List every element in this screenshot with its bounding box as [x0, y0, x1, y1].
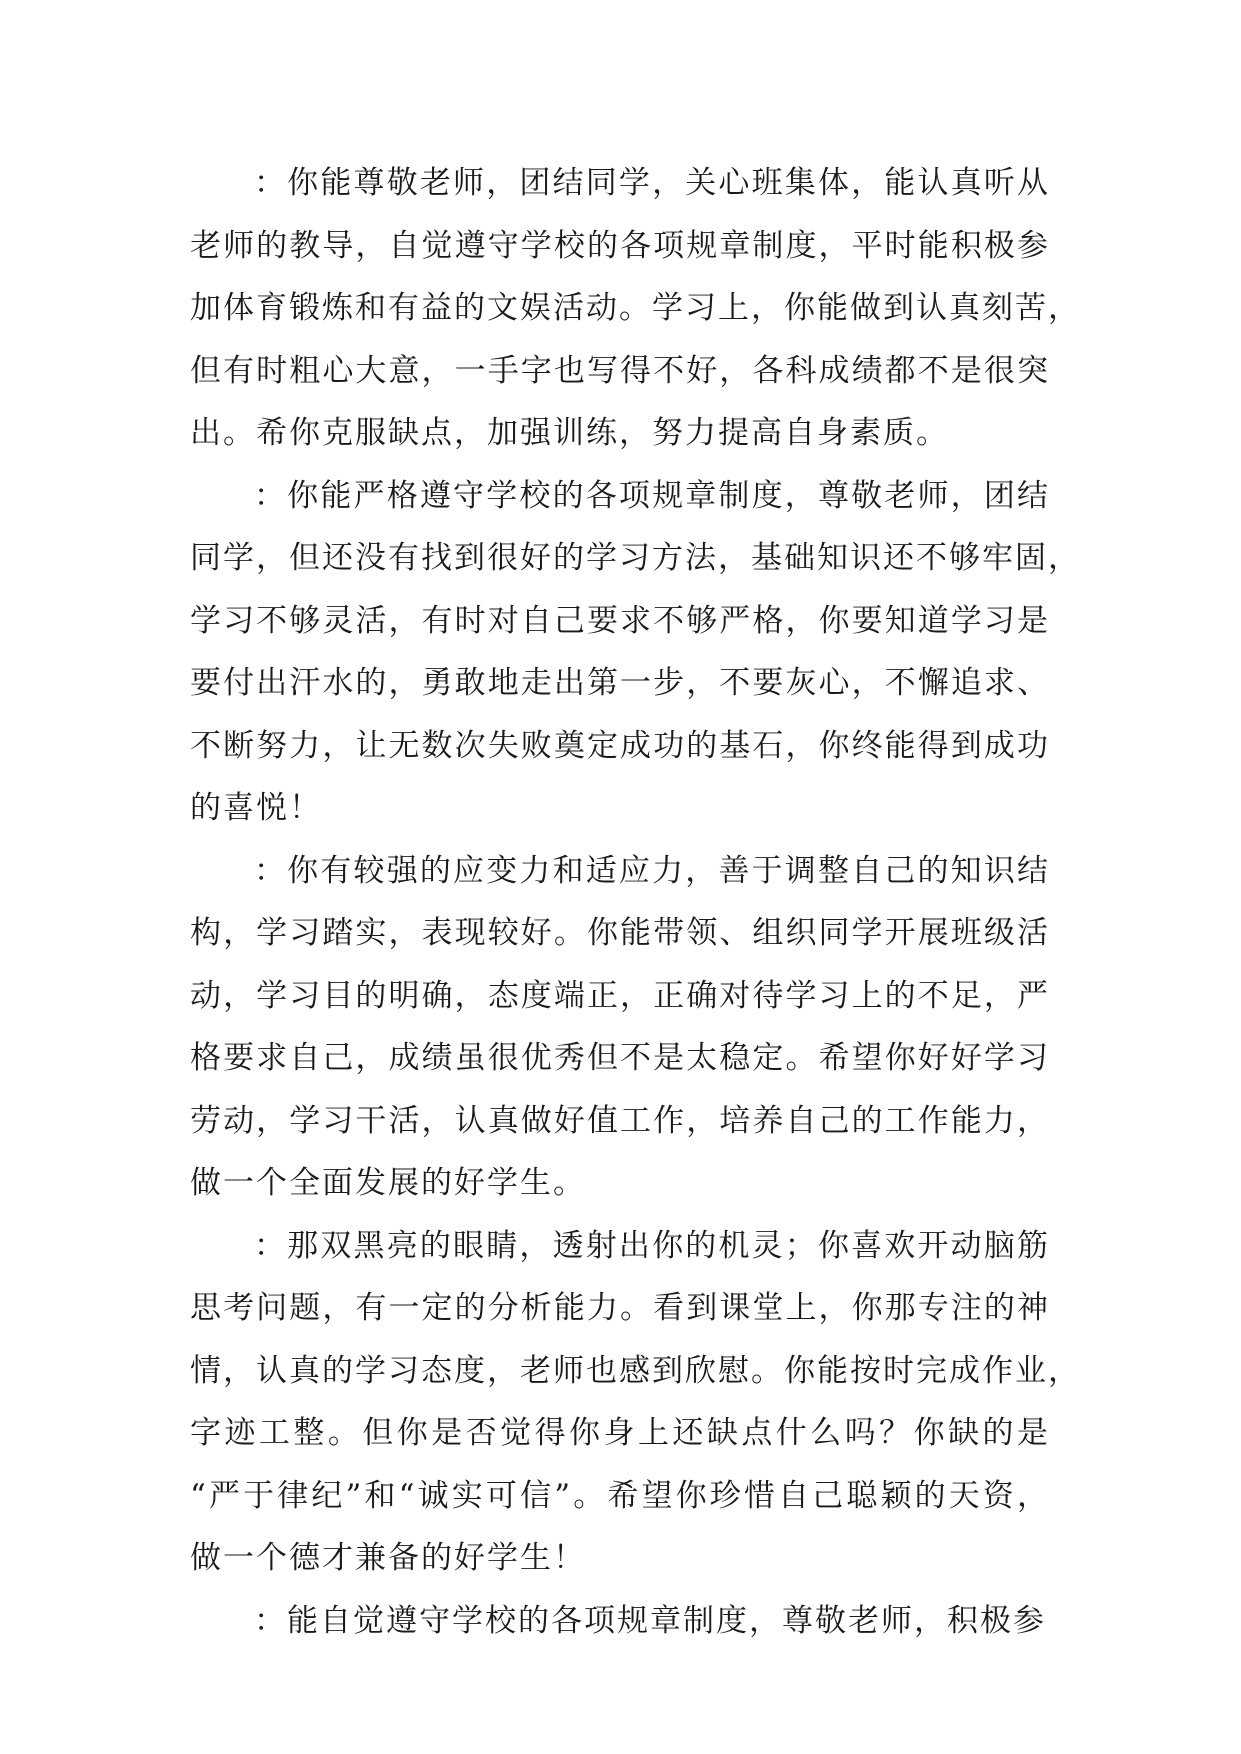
text-line: 动，学习目的明确，态度端正，正确对待学习上的不足，严 [190, 977, 1050, 1014]
text-line: 学习不够灵活，有时对自己要求不够严格，你要知道学习是 [190, 602, 1050, 639]
text-line: 劳动，学习干活，认真做好值工作，培养自己的工作能力， [190, 1102, 1050, 1139]
comment-paragraph-5 [190, 1590, 1050, 1653]
text-line: ：那双黑亮的眼睛，透射出你的机灵；你喜欢开动脑筋 [254, 1227, 1050, 1264]
text-line: 情，认真的学习态度，老师也感到欣慰。你能按时完成作业， [190, 1352, 1081, 1389]
text-line: ：能自觉遵守学校的各项规章制度，尊敬老师，积极参 [254, 1602, 1046, 1639]
text-line: ：你能尊敬老师，团结同学，关心班集体，能认真听从 [254, 165, 1050, 201]
comment-paragraph-3 [190, 840, 1050, 1215]
text-line: ：你能严格遵守学校的各项规章制度，尊敬老师，团结 [254, 477, 1050, 514]
text-line: “严于律纪”和“诚实可信”。希望你珍惜自己聪颖的天资， [190, 1477, 1050, 1514]
text-line: 要付出汗水的，勇敢地走出第一步，不要灰心，不懈追求、 [190, 665, 1050, 701]
comment-paragraph-2 [190, 465, 1081, 840]
text-line: 做一个德才兼备的好学生！ [190, 1540, 586, 1576]
document-body [190, 152, 1081, 1652]
text-line: 构，学习踏实，表现较好。你能带领、组织同学开展班级活 [190, 915, 1050, 951]
text-line: 老师的教导，自觉遵守学校的各项规章制度，平时能积极参 [190, 227, 1050, 264]
text-line: 但有时粗心大意，一手字也写得不好，各科成绩都不是很突 [190, 352, 1050, 389]
comment-paragraph-4 [190, 1215, 1081, 1590]
text-line: 格要求自己，成绩虽很优秀但不是太稳定。希望你好好学习 [190, 1040, 1050, 1076]
text-line: 做一个全面发展的好学生。 [190, 1165, 586, 1201]
text-line: 字迹工整。但你是否觉得你身上还缺点什么吗？你缺的是 [190, 1415, 1050, 1451]
text-line: 不断努力，让无数次失败奠定成功的基石，你终能得到成功 [190, 727, 1050, 764]
text-line: 加体育锻炼和有益的文娱活动。学习上，你能做到认真刻苦， [190, 290, 1081, 326]
text-line: 同学，但还没有找到很好的学习方法，基础知识还不够牢固， [190, 540, 1081, 576]
text-line: 的喜悦！ [190, 790, 322, 826]
comment-paragraph-1 [190, 152, 1081, 465]
text-line: 出。希你克服缺点，加强训练，努力提高自身素质。 [190, 415, 949, 451]
text-line: ：你有较强的应变力和适应力，善于调整自己的知识结 [254, 852, 1050, 889]
text-line: 思考问题，有一定的分析能力。看到课堂上，你那专注的神 [190, 1290, 1050, 1326]
